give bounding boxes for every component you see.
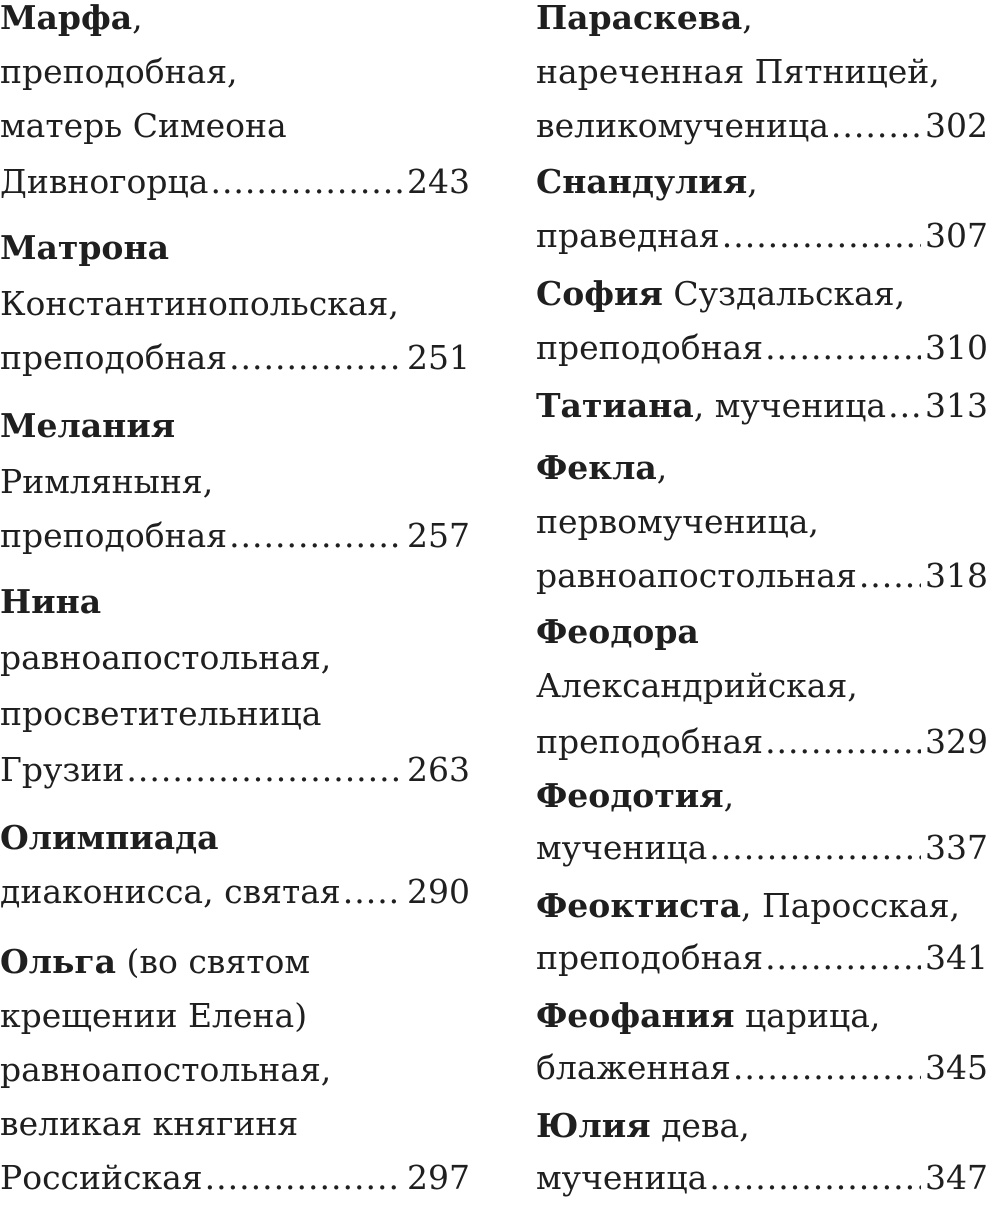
entry-name: Нина: [0, 582, 102, 621]
leader-dots: [205, 1152, 403, 1204]
entry-heading: [0, 400, 470, 452]
leader-dots: [859, 550, 921, 602]
page-number[interactable]: 337: [925, 828, 988, 867]
leader-dots: [888, 380, 921, 432]
entry-last-line: [536, 322, 988, 374]
page-number[interactable]: 310: [925, 328, 988, 367]
entry-heading: [0, 576, 470, 628]
entry-last-text: преподобная: [536, 938, 764, 977]
entry-last-text: мученица: [536, 828, 708, 867]
leader-dots: [765, 932, 921, 984]
entry-name: Татиана: [536, 386, 694, 425]
entry-last-text: праведная: [536, 216, 720, 255]
entry-name: Параскева: [536, 0, 743, 37]
entry-last-line: [0, 744, 470, 796]
entry-heading: [536, 156, 988, 208]
entry-heading: [536, 880, 988, 932]
page-number[interactable]: 263: [407, 750, 470, 789]
entry-name-suffix: царица,: [734, 996, 881, 1035]
entry-name-suffix: (во святом: [116, 942, 310, 981]
entry-name-suffix: ,: [747, 162, 758, 201]
entry-name: София: [536, 274, 663, 313]
entry-line: равноапостольная,: [0, 638, 332, 677]
entry-last-text: мученица: [536, 1158, 708, 1197]
entry-last-line: [536, 822, 988, 874]
page-number[interactable]: 313: [925, 386, 988, 425]
entry-name: Марфа: [0, 0, 133, 37]
entry-heading: [536, 442, 988, 494]
entry-heading: [0, 812, 470, 864]
leader-dots: [229, 332, 403, 384]
entry-last-text: великомученица: [536, 106, 829, 145]
entry-last-line: [0, 1152, 470, 1204]
entry-heading: [536, 990, 988, 1042]
leader-dots: [229, 510, 403, 562]
entry-heading: [536, 770, 988, 822]
entry-line: просветительница: [0, 694, 322, 733]
entry-line: нареченная Пятницей,: [536, 52, 940, 91]
entry-line: преподобная,: [0, 52, 238, 91]
entry-last-text: Российская: [0, 1158, 203, 1197]
entry-name-suffix: , мученица: [693, 386, 887, 425]
entry-line: Константинопольская,: [0, 284, 399, 323]
entry-last-line: [536, 1042, 988, 1094]
entry-last-line: [0, 866, 470, 918]
entry-name: Феоктиста: [536, 886, 741, 925]
entry-name: Снандулия: [536, 162, 748, 201]
entry-heading: [536, 606, 988, 658]
entry-heading: [536, 1100, 988, 1152]
entry-name: Феодора: [536, 612, 699, 651]
entry-name: Мелания: [0, 406, 176, 445]
entry-heading: [536, 380, 886, 432]
entry-name-suffix: дева,: [650, 1106, 750, 1145]
leader-dots: [343, 866, 403, 918]
page-number[interactable]: 318: [925, 556, 988, 595]
entry-last-line: [536, 932, 988, 984]
entry-last-text: Дивногорца: [0, 162, 209, 201]
page-number[interactable]: 347: [925, 1158, 988, 1197]
leader-dots: [765, 716, 921, 768]
entry-last-text: диаконисса, святая: [0, 872, 341, 911]
entry-last-line: [536, 1152, 988, 1204]
entry-last-line: [536, 210, 988, 262]
leader-dots: [733, 1042, 921, 1094]
entry-line: Александрийская,: [536, 666, 858, 705]
entry-name-suffix: ,: [656, 448, 668, 487]
entry-line: Римляныня,: [0, 462, 214, 501]
leader-dots: [709, 822, 921, 874]
entry-last-text: равноапостольная: [536, 556, 857, 595]
entry-name: Олимпиада: [0, 818, 219, 857]
entry-line: матерь Симеона: [0, 106, 287, 145]
entry-heading: [0, 222, 470, 274]
entry-last-line: [536, 550, 988, 602]
leader-dots: [722, 210, 921, 262]
entry-last-text: преподобная: [536, 328, 764, 367]
leader-dots: [831, 100, 921, 152]
page-number[interactable]: 302: [925, 106, 988, 145]
leader-dots: [210, 156, 403, 208]
entry-name: Феофания: [536, 996, 735, 1035]
page-number[interactable]: 345: [925, 1048, 988, 1087]
entry-name-suffix: ,: [132, 0, 143, 37]
entry-name-suffix: Суздальская,: [662, 274, 906, 313]
page-number[interactable]: 257: [407, 516, 470, 555]
page-number[interactable]: 251: [407, 338, 470, 377]
entry-name: Фекла: [536, 448, 657, 487]
leader-dots: [765, 322, 921, 374]
entry-last-text: преподобная: [536, 722, 764, 761]
page-number[interactable]: 329: [925, 722, 988, 761]
entry-last-line: [0, 510, 470, 562]
entry-line: крещении Елена): [0, 996, 308, 1035]
entry-last-text: Грузии: [0, 750, 125, 789]
entry-last-line: [536, 100, 988, 152]
entry-name: Юлия: [536, 1106, 651, 1145]
entry-name: Ольга: [0, 942, 117, 981]
entry-name: Матрона: [0, 228, 169, 267]
page-number[interactable]: 297: [407, 1158, 470, 1197]
entry-heading: [536, 268, 988, 320]
leader-dots: [126, 744, 403, 796]
page-number[interactable]: 341: [925, 938, 988, 977]
page-number[interactable]: 243: [407, 162, 470, 201]
entry-heading: [0, 936, 470, 988]
entry-name: Феодотия: [536, 776, 724, 815]
entry-last-line: [0, 156, 470, 208]
entry-line: равноапостольная,: [0, 1050, 332, 1089]
entry-heading: [0, 0, 470, 44]
entry-last-line: [0, 332, 470, 384]
entry-name-suffix: ,: [723, 776, 735, 815]
entry-last-line: [536, 380, 988, 432]
entry-last-line: [536, 716, 988, 768]
page-number[interactable]: 307: [925, 216, 988, 255]
leader-dots: [709, 1152, 921, 1204]
entry-heading: [536, 0, 988, 44]
entry-line: великая княгиня: [0, 1104, 299, 1143]
entry-line: первомученица,: [536, 502, 819, 541]
page-number[interactable]: 290: [407, 872, 470, 911]
entry-last-text: преподобная: [0, 516, 228, 555]
entry-name-suffix: ,: [742, 0, 753, 37]
entry-last-text: блаженная: [536, 1048, 731, 1087]
entry-last-text: преподобная: [0, 338, 228, 377]
entry-name-suffix: , Паросская,: [741, 886, 960, 925]
